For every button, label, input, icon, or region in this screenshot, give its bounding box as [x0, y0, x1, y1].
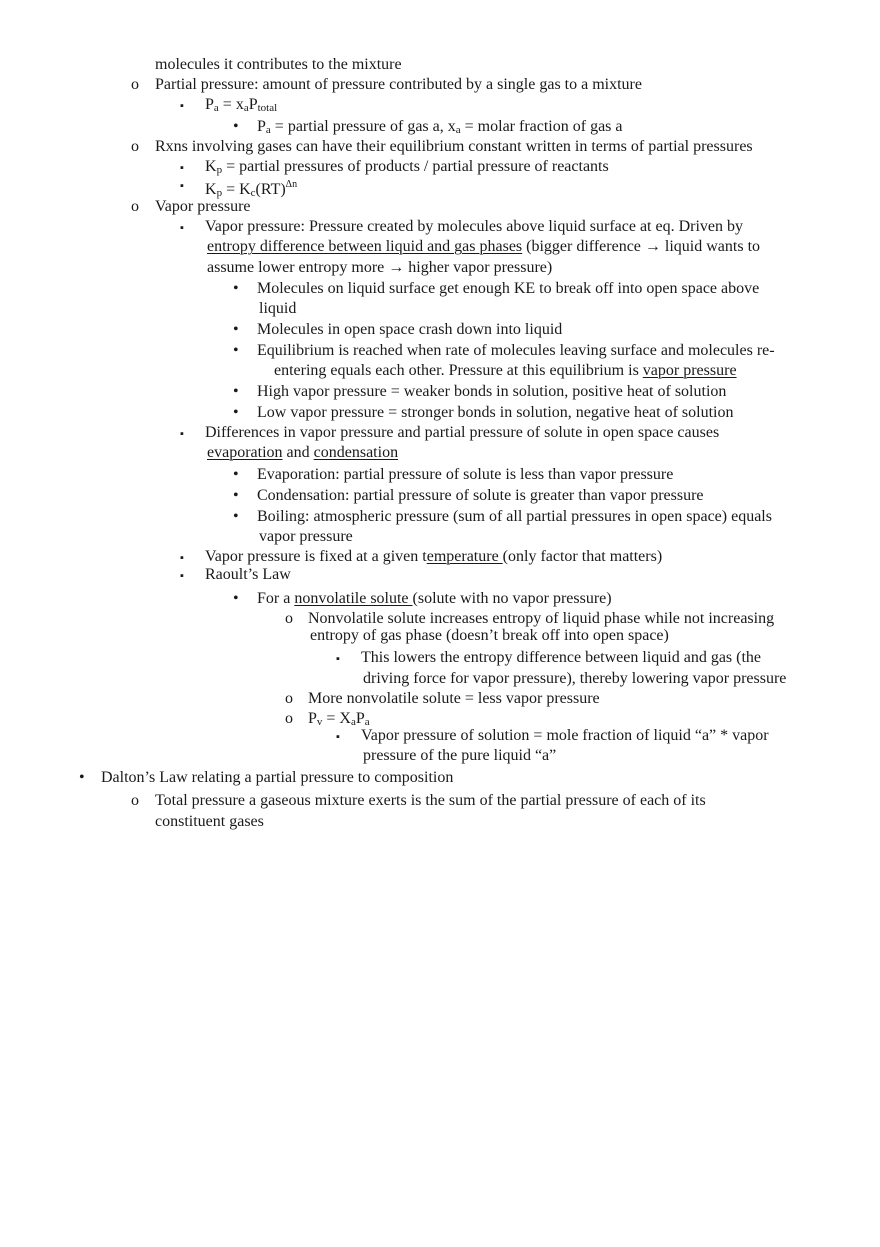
formula-line: Kp = Kc(RT)$^{\Delta n}$	[205, 179, 298, 199]
dot-bullet: •	[233, 280, 239, 297]
formula-line: Pa = xaPtotal	[205, 96, 278, 114]
formula-line: Pv = XaPa	[308, 710, 370, 728]
square-bullet: ▪	[180, 180, 184, 192]
dot-bullet: •	[233, 383, 239, 400]
dot-bullet: •	[79, 769, 85, 786]
square-bullet: ▪	[336, 653, 340, 665]
square-bullet: ▪	[180, 570, 184, 582]
text-line: Pa = partial pressure of gas a, xa = molar fraction of gas a	[257, 118, 623, 136]
square-bullet: ▪	[180, 428, 184, 440]
dot-bullet: •	[233, 342, 239, 359]
dot-bullet: •	[233, 404, 239, 421]
text-line: Boiling: atmospheric pressure (sum of all partial pressures in open space) equals	[257, 508, 772, 525]
text-line: Equilibrium is reached when rate of molecules leaving surface and molecules re-	[257, 342, 775, 359]
square-bullet: ▪	[180, 100, 184, 112]
text-line: liquid	[259, 300, 297, 317]
text-line: entropy of gas phase (doesn’t break off into open space)	[310, 627, 669, 644]
text-line: Vapor pressure of solution = mole fraction of liquid “a” * vapor	[361, 727, 769, 744]
text-line: Raoult’s Law	[205, 566, 291, 583]
text-line: Total pressure a gaseous mixture exerts is the sum of the partial pressure of each of its	[155, 792, 706, 809]
text-line: evaporation and condensation	[207, 444, 399, 461]
circle-bullet: o	[285, 690, 293, 707]
dot-bullet: •	[233, 466, 239, 483]
dot-bullet: •	[233, 321, 239, 338]
dot-bullet: •	[233, 487, 239, 504]
text-line: Vapor pressure is fixed at a given temperature (only factor that matters)	[205, 548, 663, 565]
dot-bullet: •	[233, 590, 239, 607]
text-line: Rxns involving gases can have their equilibrium constant written in terms of partial pressures	[155, 138, 753, 155]
circle-bullet: o	[285, 710, 293, 727]
text-line: vapor pressure	[259, 528, 353, 545]
text-line: molecules it contributes to the mixture	[155, 56, 402, 73]
text-line: pressure of the pure liquid “a”	[363, 747, 557, 764]
square-bullet: ▪	[180, 552, 184, 564]
square-bullet: ▪	[336, 731, 340, 743]
text-line: High vapor pressure = weaker bonds in solution, positive heat of solution	[257, 383, 727, 400]
text-line: Condensation: partial pressure of solute is greater than vapor pressure	[257, 487, 704, 504]
text-line: Differences in vapor pressure and partial pressure of solute in open space causes	[205, 424, 720, 441]
text-line: Vapor pressure: Pressure created by molecules above liquid surface at eq. Driven by	[205, 218, 744, 235]
circle-bullet: o	[131, 198, 139, 215]
text-line: For a nonvolatile solute (solute with no vapor pressure)	[257, 590, 612, 607]
text-line: Vapor pressure	[155, 198, 251, 215]
text-line: entropy difference between liquid and gas phases (bigger difference → liquid wants to	[207, 238, 761, 255]
text-line: Molecules in open space crash down into liquid	[257, 321, 563, 338]
circle-bullet: o	[285, 610, 293, 627]
square-bullet: ▪	[180, 222, 184, 234]
text-line: Nonvolatile solute increases entropy of liquid phase while not increasing	[308, 610, 775, 627]
text-line: Partial pressure: amount of pressure contributed by a single gas to a mixture	[155, 76, 642, 93]
square-bullet: ▪	[180, 162, 184, 174]
text-line: Dalton’s Law relating a partial pressure to composition	[101, 769, 454, 786]
text-line: assume lower entropy more → higher vapor pressure)	[207, 259, 553, 276]
text-line: Molecules on liquid surface get enough KE to break off into open space above	[257, 280, 760, 297]
text-line: More nonvolatile solute = less vapor pressure	[308, 690, 600, 707]
text-line: This lowers the entropy difference between liquid and gas (the	[361, 649, 762, 666]
circle-bullet: o	[131, 138, 139, 155]
dot-bullet: •	[233, 118, 239, 135]
text-line: Evaporation: partial pressure of solute is less than vapor pressure	[257, 466, 674, 483]
circle-bullet: o	[131, 76, 139, 93]
text-line: entering equals each other. Pressure at this equilibrium is vapor pressure	[274, 362, 737, 379]
dot-bullet: •	[233, 508, 239, 525]
text-line: Kp = partial pressures of products / partial pressure of reactants	[205, 158, 609, 176]
circle-bullet: o	[131, 792, 139, 809]
text-line: constituent gases	[155, 813, 264, 830]
text-line: Low vapor pressure = stronger bonds in solution, negative heat of solution	[257, 404, 734, 421]
text-line: driving force for vapor pressure), thereby lowering vapor pressure	[363, 670, 787, 687]
